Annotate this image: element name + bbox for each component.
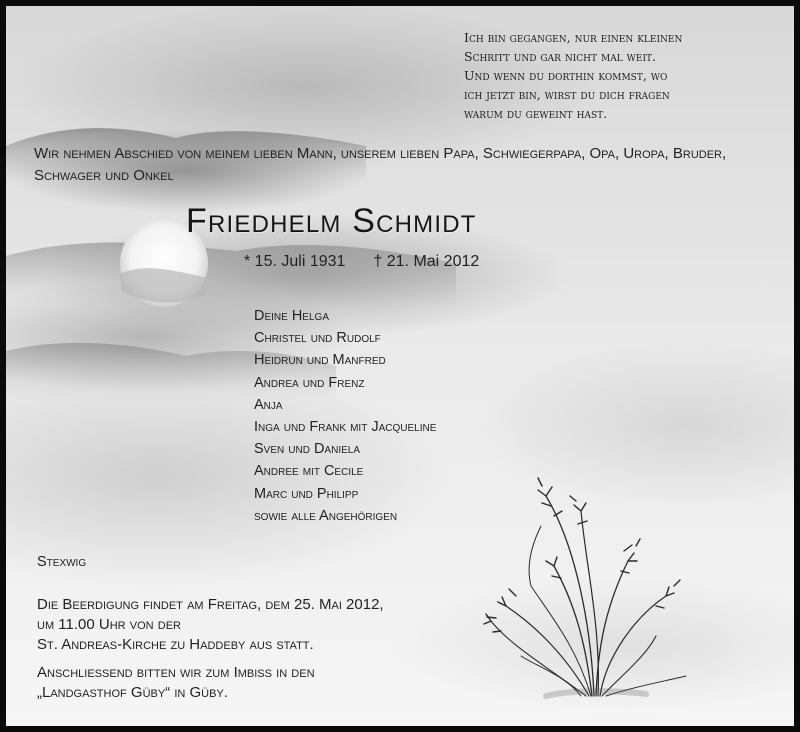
mourner-item: Heidrun und Manfred [254,352,386,369]
mourners-list [254,305,436,527]
funeral-line: St. Andreas-Kirche zu Haddeby aus statt. [37,636,314,653]
life-dates [244,253,479,271]
birth-date: * 15. Juli 1931 [244,253,346,270]
farewell-intro: Wir nehmen Abschied von meinem lieben Mann, unserem lieben Papa, Schwiegerpapa, Opa, Uropa, Bruder, Schwager und Onkel [34,145,727,184]
mourner-item: Sven und Daniela [254,441,360,458]
funeral-line: Anschließend bitten wir zum Imbiss in den [37,664,315,681]
death-date: † 21. Mai 2012 [373,253,480,270]
poem-line: Ich bin gegangen, nur einen kleinen [464,30,683,45]
poem-line: warum du geweint hast. [464,106,608,121]
funeral-line: Die Beerdigung findet am Freitag, dem 25. Mai 2012, [37,596,384,613]
mourner-item: Andree mit Cecile [254,463,364,480]
funeral-details [37,595,384,703]
funeral-line: um 11.00 Uhr von der [37,616,181,633]
poem-line: Und wenn du dorthin kommst, wo [464,68,668,83]
poem [464,28,784,123]
poem-line: Schritt und gar nicht mal weit. [464,49,657,64]
mourner-item: Andrea und Frenz [254,374,365,391]
mourner-item: Marc und Philipp [254,485,359,502]
mourner-item: sowie alle Angehörigen [254,507,398,524]
mourner-item: Christel und Rudolf [254,330,381,347]
deceased-name: Friedhelm Schmidt [186,202,477,240]
mourner-item: Anja [254,396,283,413]
grass-plant-illustration [484,478,686,696]
funeral-line: „Landgasthof Güby“ in Güby. [37,684,228,701]
poem-line: ich jetzt bin, wirst du dich fragen [464,87,670,102]
place-name: Stexwig [37,554,87,570]
mourner-item: Deine Helga [254,308,329,324]
mourner-item: Inga und Frank mit Jacqueline [254,419,437,436]
